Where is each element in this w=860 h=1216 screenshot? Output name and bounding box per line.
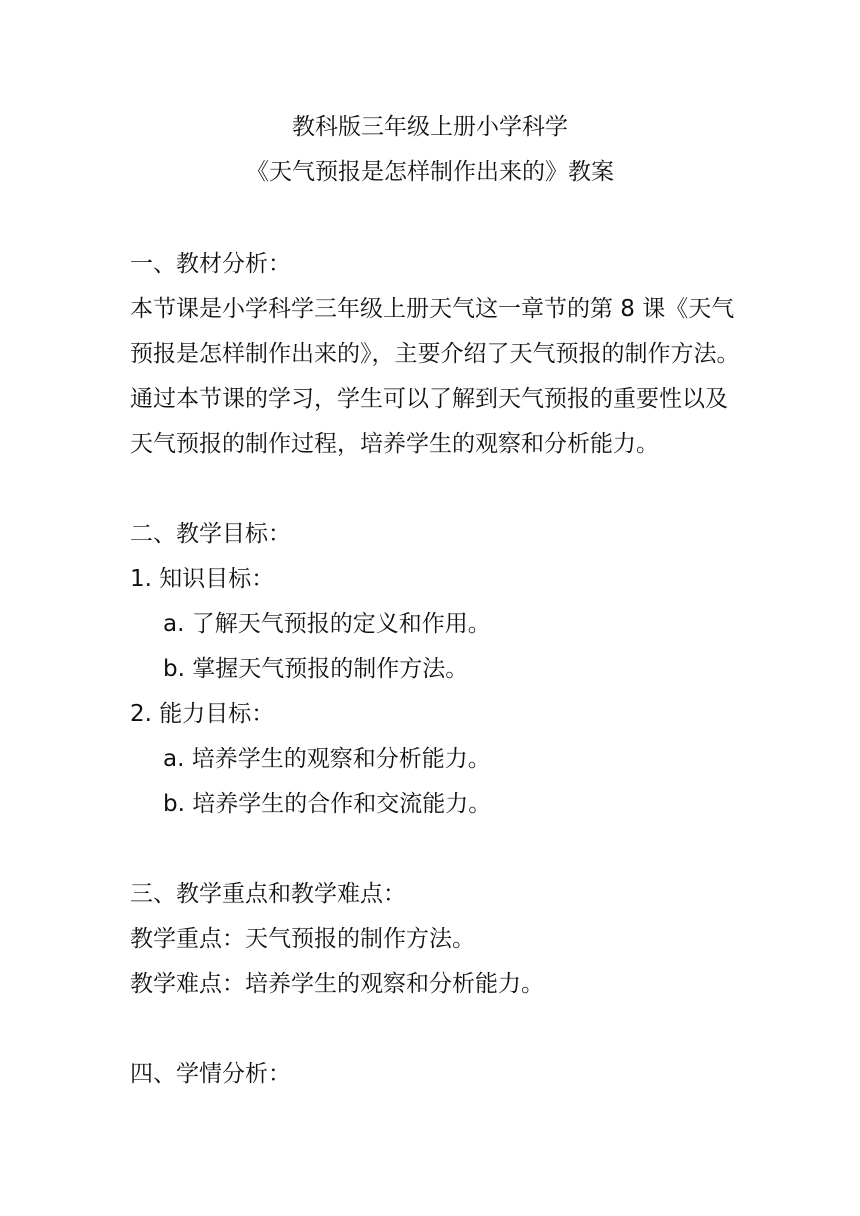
section-1-paragraph-line: 天气预报的制作过程，培养学生的观察和分析能力。 [130,431,659,457]
teaching-difficulty: 教学难点：培养学生的观察和分析能力。 [130,971,544,997]
section-3-heading: 三、教学重点和教学难点： [130,881,406,907]
section-1-paragraph-line: 本节课是小学科学三年级上册天气这一章节的第 8 课《天气 [130,296,735,322]
objective-knowledge-label: 1. 知识目标： [130,566,275,592]
teaching-key-point: 教学重点：天气预报的制作方法。 [130,926,475,952]
document-title-line-1: 教科版三年级上册小学科学 [292,114,568,140]
section-4-heading: 四、学情分析： [130,1061,291,1087]
section-1-paragraph-line: 通过本节课的学习，学生可以了解到天气预报的重要性以及 [130,386,728,412]
section-2-heading: 二、教学目标： [130,521,291,547]
objective-sub-item: a. 了解天气预报的定义和作用。 [163,611,491,637]
section-1-paragraph-line: 预报是怎样制作出来的》，主要介绍了天气预报的制作方法。 [130,341,740,367]
objective-sub-item: a. 培养学生的观察和分析能力。 [163,746,491,772]
document-title-line-2: 《天气预报是怎样制作出来的》教案 [246,159,614,185]
objective-sub-item: b. 培养学生的合作和交流能力。 [163,791,492,817]
objective-sub-item: b. 掌握天气预报的制作方法。 [163,656,469,682]
section-1-heading: 一、教材分析： [130,251,291,277]
objective-ability-label: 2. 能力目标： [130,701,275,727]
